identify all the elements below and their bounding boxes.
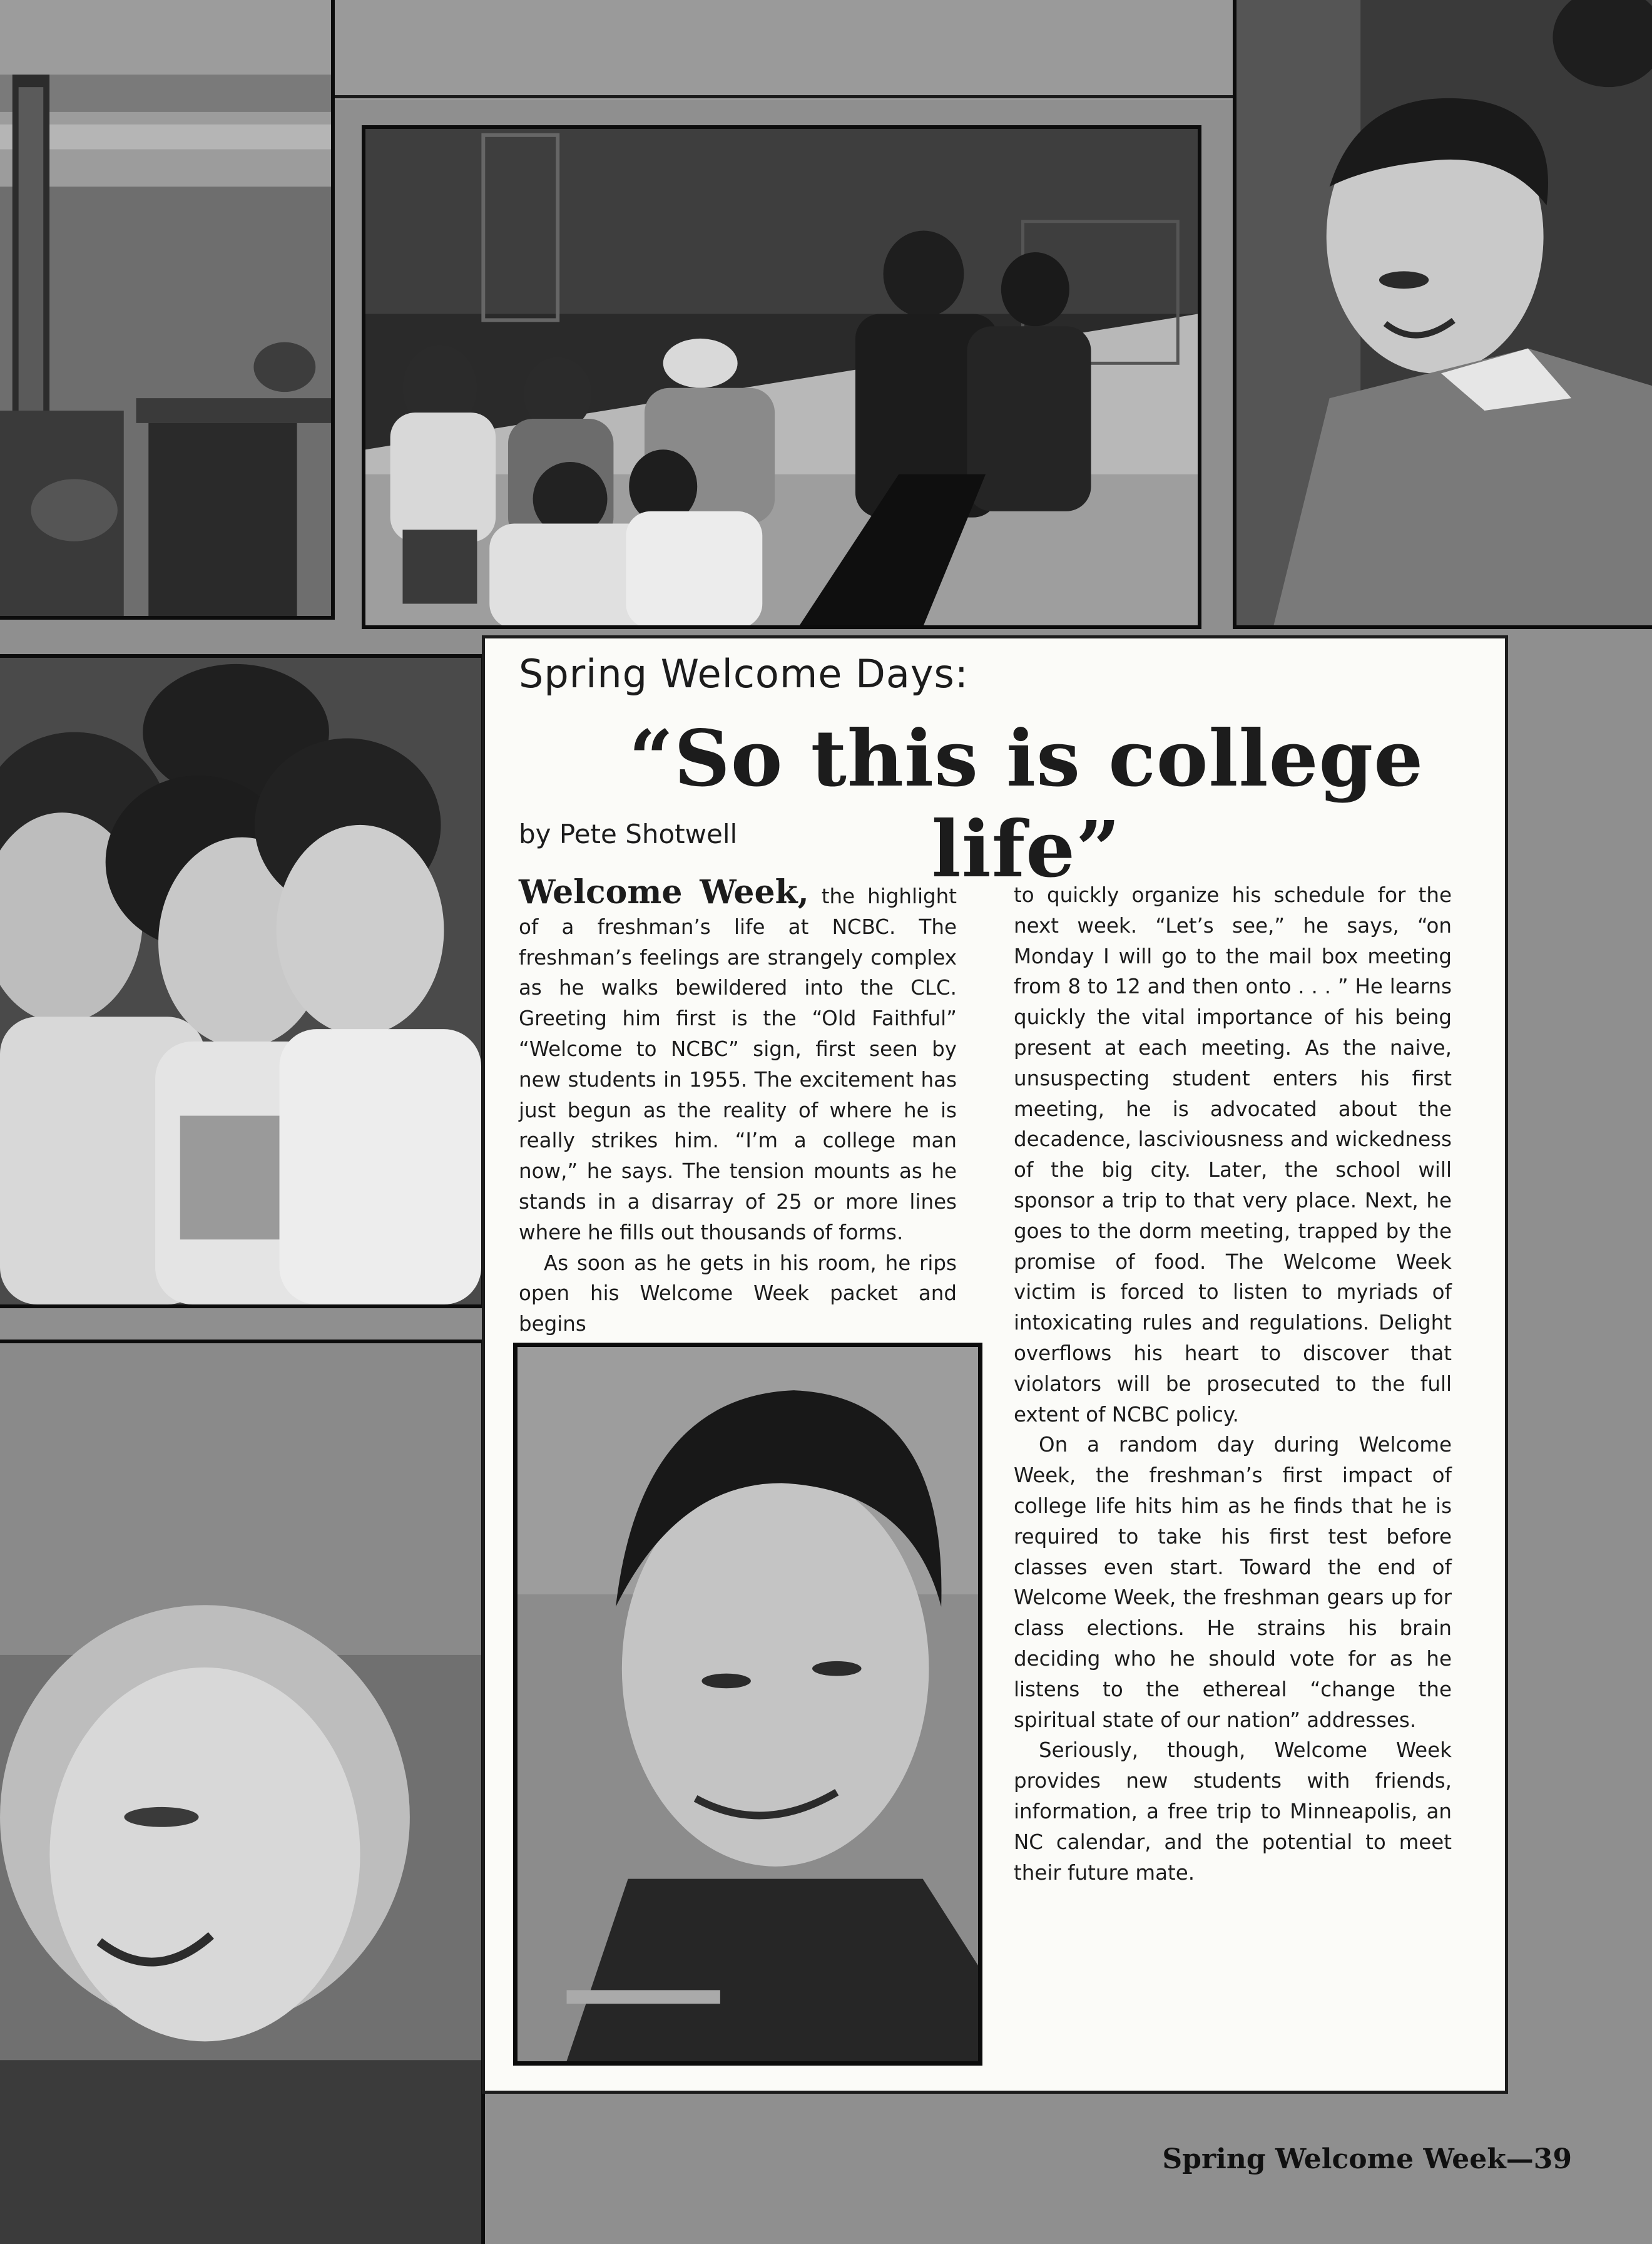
photo-woman-laughing xyxy=(0,1340,485,2244)
top-rule xyxy=(330,95,1233,98)
article-paragraph: Seriously, though, Welcome Week provides new students with friends, information, a free trip to Minneapolis, an NC calendar, and the potential to meet their future mate. xyxy=(1014,1738,1452,1885)
top-gray-strip xyxy=(330,0,1233,100)
lead-in: Welcome Week, xyxy=(519,873,809,911)
article-kicker: Spring Welcome Days: xyxy=(519,651,969,697)
paragraph-text: the highlight of a freshman’s life at NCBC. The freshman’s feelings are strangely complex as he walks bewildered into the CLC. Greeting him first is the “Old Faithful” “Welcome to NCBC” sign, first seen by new students in 1955. The excitement has just begun as the reality of where he is really strikes him. “I’m a college man now,” he says. The tension mounts as he stands in a disarray of 25 or more lines where he fills out thousands of forms. xyxy=(519,884,957,1244)
article-paragraph: On a random day during Welcome Week, the freshman’s first impact of college life hits him as he finds that he is required to take his first test before classes even start. Toward the end of Welcome Week, the freshman gears up for class elections. He strains his brain deciding who he should vote for as he listens to the ethereal “change the spiritual state of our nation” addresses. xyxy=(1014,1433,1452,1732)
page-folio: Spring Welcome Week—39 xyxy=(1162,2143,1572,2175)
article-paragraph: to quickly organize his schedule for the next week. “Let’s see,” he says, “on Monday I will go to the mail box meeting from 8 to 12 and then onto . . . ” He learns quickly the vital importance of his being present at each meeting. As the naive, unsuspecting student enters his first meeting, he is advocated about the decadence, lasciviousness and wickedness of the big city. Later, the school will sponsor a trip to that very place. Next, he goes to the dorm meeting, trapped by the promise of food. The Welcome Week victim is forced to listen to myriads of intoxicating rules and regulations. Delight overflows his heart to discover that violators will be prosecuted to the full extent of NCBC policy. xyxy=(1014,883,1452,1427)
article-column-1 xyxy=(519,873,957,1340)
photo-women-smiling xyxy=(0,654,485,1308)
article-headline: “So this is college life” xyxy=(628,714,1424,895)
article-column-2 xyxy=(1014,880,1452,1888)
photo-hallway xyxy=(0,0,335,620)
article-byline: by Pete Shotwell xyxy=(519,819,738,849)
article-panel xyxy=(482,635,1508,2094)
photo-man-smiling xyxy=(1233,0,1652,629)
photo-young-man xyxy=(513,1343,982,2066)
article-paragraph: As soon as he gets in his room, he rips open his Welcome Week packet and begins xyxy=(519,1251,957,1336)
article-paragraph xyxy=(519,873,957,1248)
photo-group-studying xyxy=(362,125,1201,629)
